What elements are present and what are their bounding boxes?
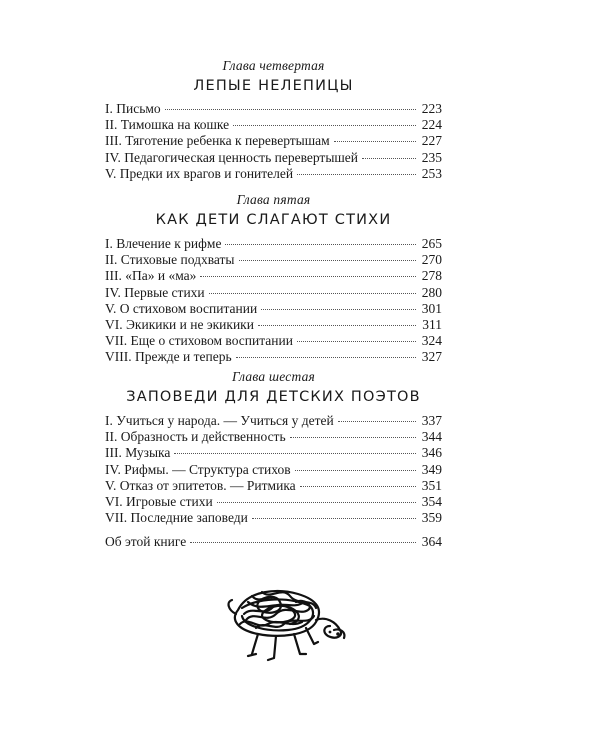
dot-leader xyxy=(233,125,416,126)
toc-entry-page: 235 xyxy=(421,149,442,165)
dot-leader xyxy=(190,542,416,543)
toc-entry[interactable] xyxy=(105,252,442,268)
toc-entry-title: II. Стиховые подхваты xyxy=(105,252,235,268)
toc-entry-page: 278 xyxy=(421,268,442,284)
toc-entry-page: 349 xyxy=(421,461,442,477)
dot-leader xyxy=(236,357,416,358)
chapter-title: КАК ДЕТИ СЛАГАЮТ СТИХИ xyxy=(155,212,392,228)
dot-leader xyxy=(290,437,416,438)
toc-entry-page: 359 xyxy=(421,510,442,526)
toc-entry-page: 351 xyxy=(421,477,442,493)
toc-entry-page: 364 xyxy=(421,534,442,549)
dot-leader xyxy=(217,502,416,503)
chapter-title: ЗАПОВЕДИ ДЛЯ ДЕТСКИХ ПОЭТОВ xyxy=(126,389,421,405)
toc-entry-title: IV. Рифмы. — Структура стихов xyxy=(105,461,291,477)
toc-entry-title: II. Тимошка на кошке xyxy=(105,117,230,133)
toc-entry[interactable] xyxy=(105,429,442,445)
dot-leader xyxy=(297,341,416,342)
toc-entry[interactable] xyxy=(105,166,442,182)
toc-list xyxy=(105,101,442,182)
toc-entry-title: I. Письмо xyxy=(105,101,161,116)
toc-entry-title: Об этой книге xyxy=(105,534,187,549)
toc-entry-page: 324 xyxy=(421,333,442,349)
toc-entry-page: 270 xyxy=(421,252,442,268)
toc-entry-title: VIII. Прежде и теперь xyxy=(105,349,232,365)
toc-entry[interactable] xyxy=(105,117,442,133)
toc-entry[interactable] xyxy=(105,333,442,349)
toc-entry-page: 354 xyxy=(421,494,442,510)
toc-entry-page: 327 xyxy=(421,349,442,365)
toc-entry-about[interactable] xyxy=(105,534,442,550)
toc-entry[interactable] xyxy=(105,236,442,252)
toc-entry-page: 346 xyxy=(421,445,442,461)
toc-entry-title: VII. Еще о стиховом воспитании xyxy=(105,333,293,349)
toc-list xyxy=(105,413,442,526)
dot-leader xyxy=(165,109,416,110)
toc-entry[interactable] xyxy=(105,268,442,284)
toc-entry[interactable] xyxy=(105,413,442,429)
toc-entry-page: 301 xyxy=(421,300,442,316)
toc-entry-title: III. Тяготение ребенка к перевертышам xyxy=(105,133,330,149)
toc-entry-page: 224 xyxy=(421,117,442,133)
toc-entry[interactable] xyxy=(105,285,442,301)
toc-entry[interactable] xyxy=(105,150,442,166)
toc-list-about xyxy=(105,534,442,550)
toc-entry-page: 311 xyxy=(422,317,442,333)
toc-entry[interactable] xyxy=(105,317,442,333)
dot-leader xyxy=(209,293,416,294)
toc-entry-page: 337 xyxy=(421,413,442,428)
toc-entry-page: 344 xyxy=(421,429,442,445)
dot-leader xyxy=(334,141,416,142)
toc-entry-page: 227 xyxy=(421,133,442,149)
dot-leader xyxy=(258,325,416,326)
toc-entry[interactable] xyxy=(105,301,442,317)
dot-leader xyxy=(239,260,416,261)
toc-entry[interactable] xyxy=(105,133,442,149)
chapter-title: ЛЕПЫЕ НЕЛЕПИЦЫ xyxy=(193,78,354,94)
toc-entry-title: V. Предки их врагов и гонителей xyxy=(105,165,294,181)
toc-entry-title: III. Музыка xyxy=(105,445,171,461)
dot-leader xyxy=(200,276,416,277)
toc-entry-title: III. «Па» и «ма» xyxy=(105,268,197,284)
chapter-label: Глава четвертая xyxy=(222,58,325,73)
toc-entry-page: 265 xyxy=(421,236,442,251)
toc-entry[interactable] xyxy=(105,510,442,526)
dot-leader xyxy=(338,421,416,422)
toc-entry[interactable] xyxy=(105,478,442,494)
toc-entry[interactable] xyxy=(105,494,442,510)
toc-entry-page: 280 xyxy=(421,284,442,300)
toc-entry-title: IV. Педагогическая ценность перевертышей xyxy=(105,149,359,165)
chapter-label: Глава пятая xyxy=(236,192,311,207)
toc-entry[interactable] xyxy=(105,101,442,117)
chapter-label: Глава шестая xyxy=(232,369,315,384)
toc-entry-title: I. Учиться у народа. — Учиться у детей xyxy=(105,413,334,428)
toc-entry-title: V. О стиховом воспитании xyxy=(105,300,258,316)
toc-entry[interactable] xyxy=(105,445,442,461)
toc-entry[interactable] xyxy=(105,462,442,478)
dot-leader xyxy=(300,486,416,487)
scribble-creature-icon xyxy=(218,580,358,670)
toc-entry-title: I. Влечение к рифме xyxy=(105,236,222,251)
dot-leader xyxy=(261,309,416,310)
dot-leader xyxy=(252,518,416,519)
toc-entry-title: VI. Экикики и не экикики xyxy=(105,317,254,333)
toc-entry[interactable] xyxy=(105,349,442,365)
dot-leader xyxy=(362,158,416,159)
toc-entry-page: 253 xyxy=(421,165,442,181)
dot-leader xyxy=(297,174,416,175)
dot-leader xyxy=(295,470,416,471)
toc-entry-title: II. Образность и действенность xyxy=(105,429,286,445)
toc-entry-title: VII. Последние заповеди xyxy=(105,510,248,526)
toc-entry-title: V. Отказ от эпитетов. — Ритмика xyxy=(105,477,296,493)
dot-leader xyxy=(225,244,416,245)
toc-entry-title: IV. Первые стихи xyxy=(105,284,205,300)
toc-entry-page: 223 xyxy=(421,101,442,116)
toc-list xyxy=(105,236,442,366)
toc-entry-title: VI. Игровые стихи xyxy=(105,494,213,510)
dot-leader xyxy=(174,453,416,454)
